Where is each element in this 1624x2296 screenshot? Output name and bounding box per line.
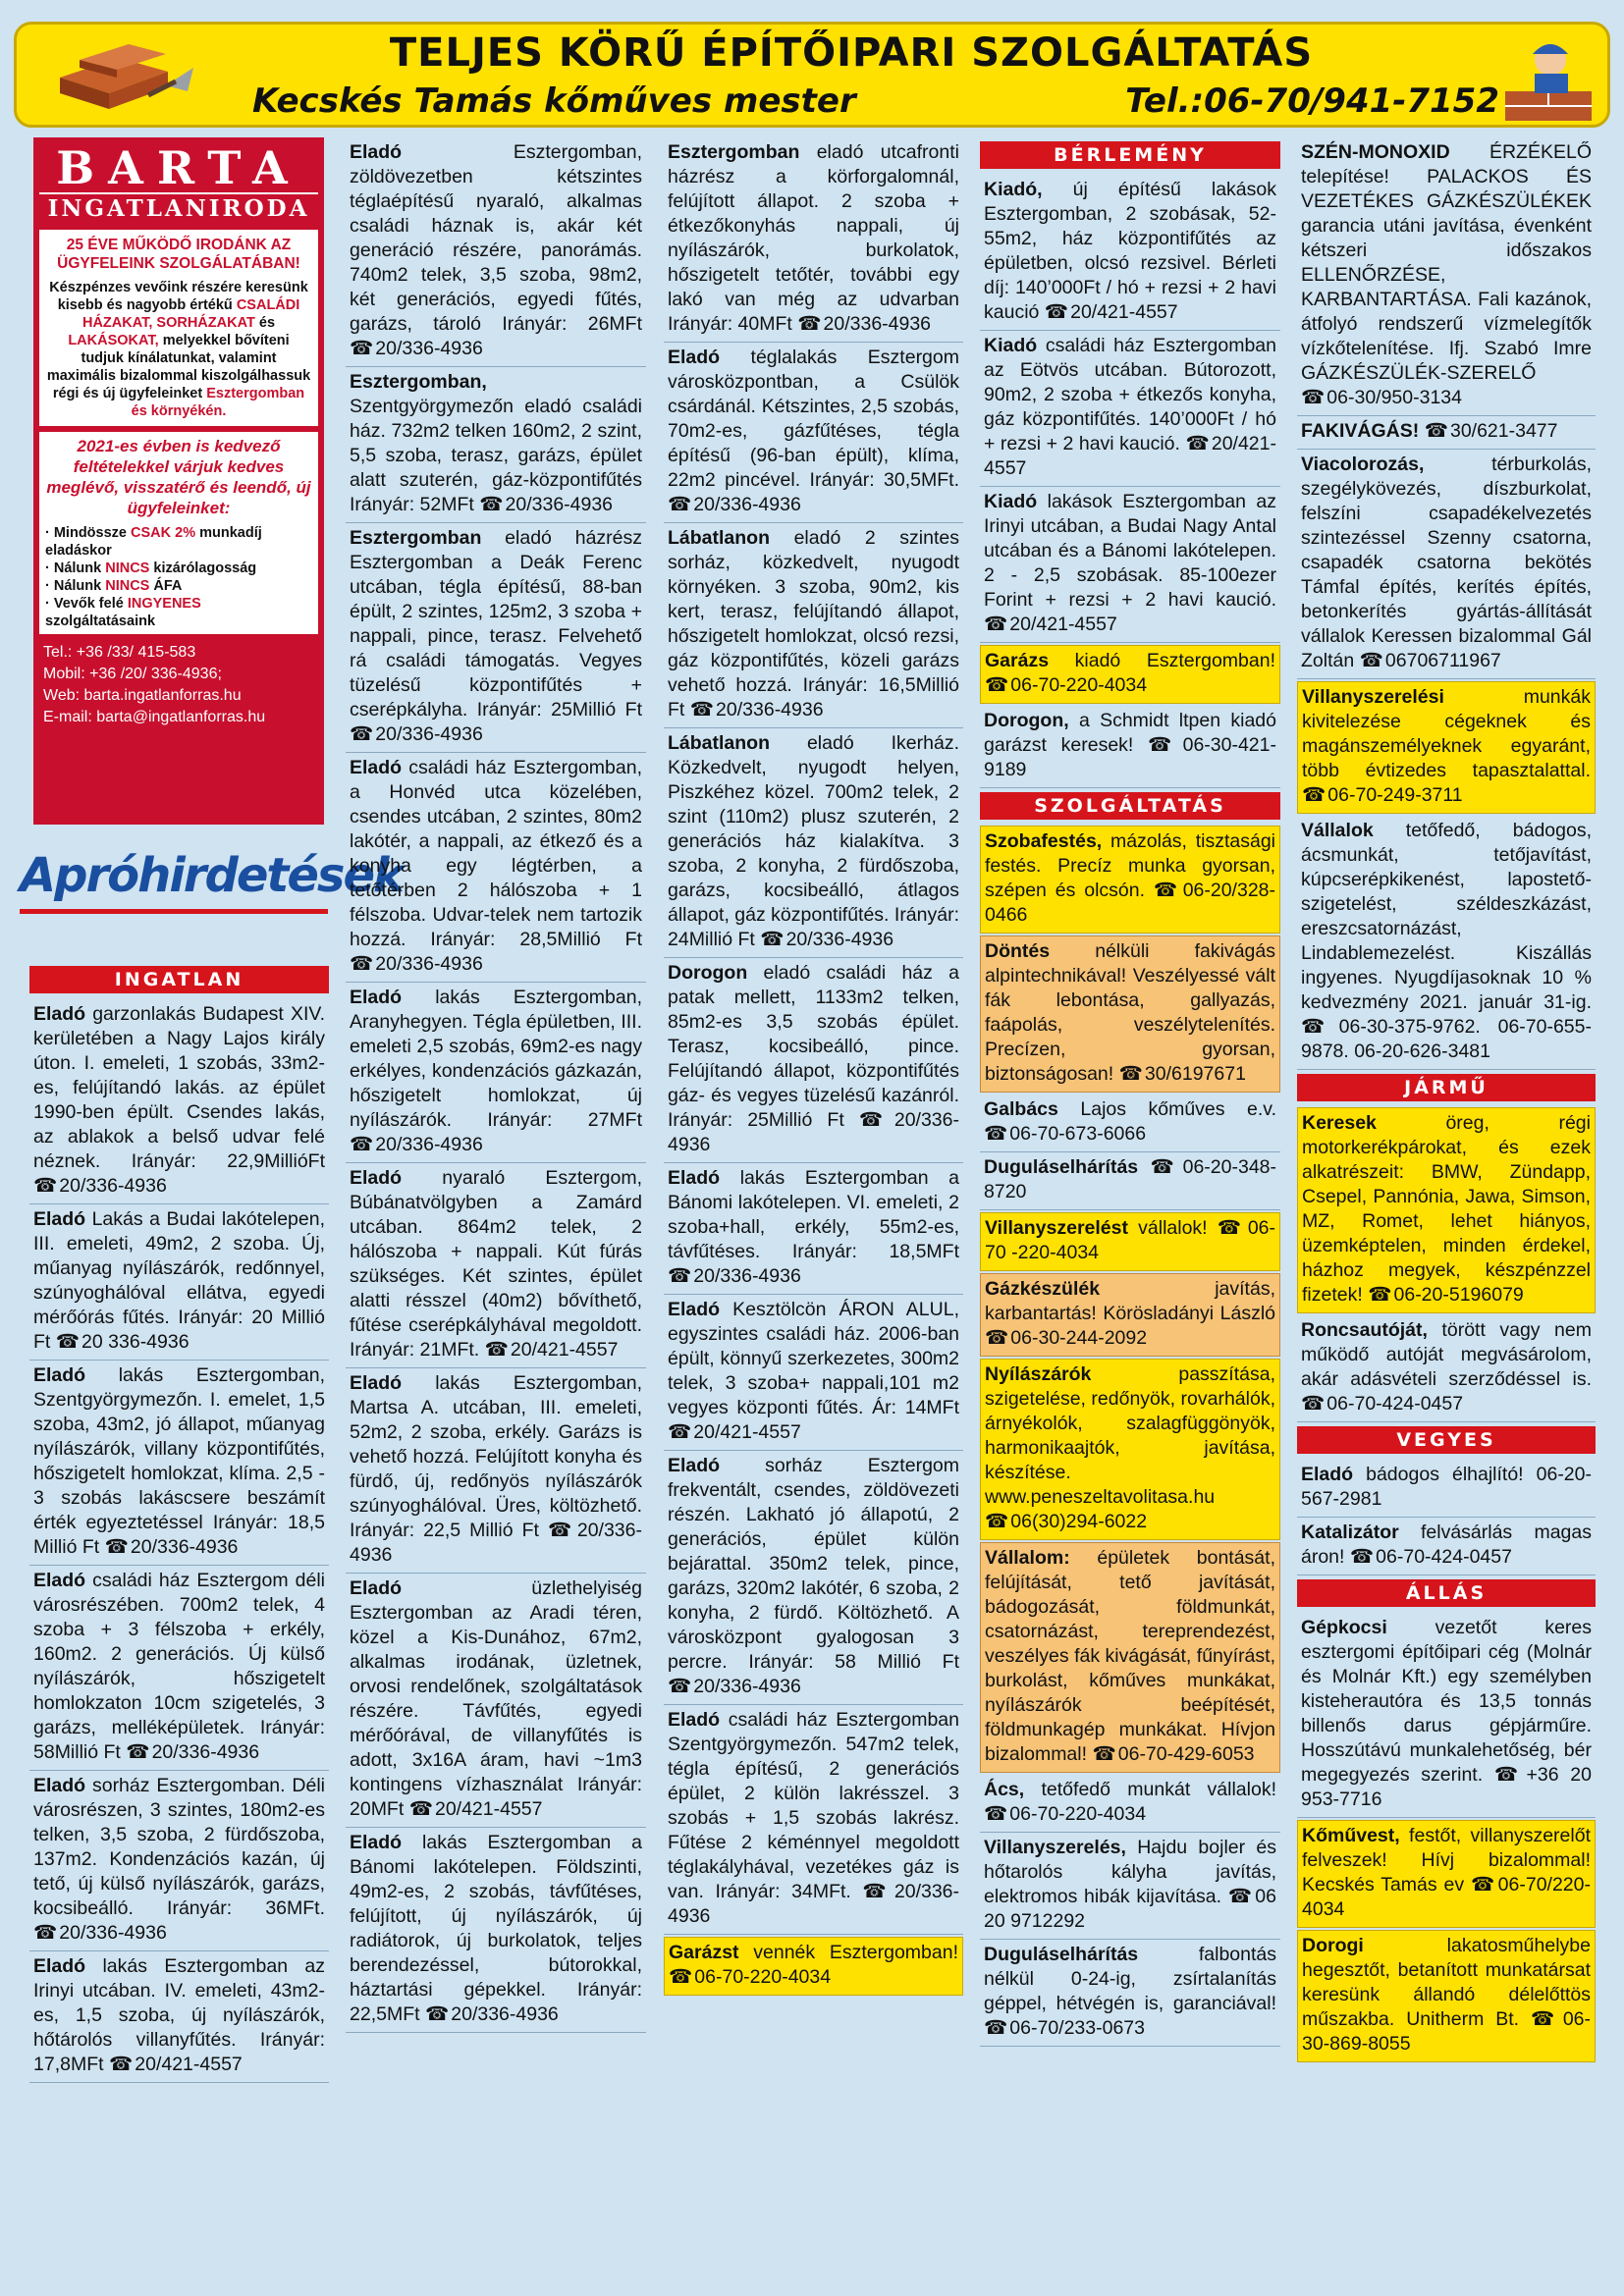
- classified-ad: [664, 1163, 963, 1295]
- ad-headline: Kiadó,: [984, 179, 1043, 200]
- ad-headline: Kőművest,: [1302, 1825, 1400, 1846]
- ad-text: lakás Esztergomban a Bánomi lakótelepen. Földszinti, 49m2-es, 2 szobás, távfűtéses, felújított, új nyílászárók, új radiátorok, új burkolatok, teljes berendezéssel, bútorokkal, háztartási gépekkel. Irányár: 22,5MFt: [350, 1832, 642, 2025]
- ad-text: kiadó Esztergomban!: [1049, 650, 1275, 671]
- ad-headline: Ács,: [984, 1779, 1025, 1800]
- classified-ad: [346, 367, 646, 523]
- ad-phone[interactable]: ☎ 20/421-4557: [668, 1421, 801, 1443]
- ad-text: lakás Esztergomban az Irinyi utcában. IV. emeleti, 43m2-es, 1,5 szoba, új nyílászárók, hőtárolós villanyfűtés. Irányár: 17,8MFt: [33, 1955, 325, 2075]
- ad-headline: FAKIVÁGÁS!: [1301, 420, 1420, 442]
- classified-ad: [980, 487, 1280, 643]
- ad-headline: SZÉN-MONOXID: [1301, 141, 1450, 163]
- ad-headline: Gázkészülék: [985, 1278, 1101, 1300]
- ad-phone[interactable]: ☎ 06 20 9712292: [984, 1886, 1276, 1932]
- ad-headline: Villanyszerelés,: [984, 1837, 1126, 1858]
- ad-phone[interactable]: ☎ 06-30/950-3134: [1301, 387, 1462, 408]
- barta-info: [39, 230, 318, 426]
- classified-ad: [346, 523, 646, 753]
- ad-text: családi ház Esztergomban Szentgyörgymezőn. 547m2 telek, tégla építésű, 2 generációs épület, 2 külön lakrésszel. 3 szobás + 1,5 szobás lakrész. Fűtése 2 kéménnyel megoldott téglakályhával, vezetékes gáz is van. Irányár: 34MFt.: [668, 1709, 959, 1902]
- ad-text: családi ház Esztergomban az Eötvös utcában. Bútorozott, 90m2, 2 szoba + étkezős konyha, gáz központifűtés. 140’000Ft / hó + rezsi + 2 havi kaució.: [984, 335, 1276, 454]
- ad-phone[interactable]: ☎ 20/421-4557: [409, 1798, 543, 1820]
- classified-ad: [346, 983, 646, 1163]
- barta-benefit-item: [45, 560, 312, 577]
- ad-text: lakás Esztergomban, Aranyhegyen. Tégla épületben, III. emeleti 2,5 szobás, 69m2-es nagy erkélyes, kondenzációs gázkazán, hőszigetelt homlokzat, új nyílászárók. Irányár: 27MFt: [350, 987, 642, 1131]
- ad-text: üzlethelyiség Esztergomban az Aradi téren, közel a Kis-Dunához, 67m2, alkalmas irodának, üzletnek, orvosi rendelőnek, szolgáltatások részére. Távfűtés, egyedi mérőórával, de villanyfűtés is adott, 3x16A áram, havi ~1m3 kontingens vízhasználat Irányár: 20MFt: [350, 1577, 642, 1820]
- ad-text: lakatosműhelybe hegesztőt, betanított munkatársat keresünk állandó délelőttös műszakba. Unitherm Bt.: [1302, 1935, 1591, 2030]
- ad-text: garzonlakás Budapest XIV. kerületében a Nagy Lajos király úton. I. emeleti, 1 szobás, 33m2-es, felújítandó lakás. az épület 1990-ben épült. Csendes lakás, az ablakok a belső udvar felé néznek. Irányár: 22,9MillióFt: [33, 1003, 325, 1172]
- ad-headline: Villanyszerelési: [1302, 686, 1444, 708]
- classified-ad: [346, 137, 646, 367]
- ads-list: [1297, 1107, 1596, 1422]
- ad-text: Szentgyörgymezőn eladó családi ház. 732m2 telken 160m2, 2 szint, 5,5 szoba, terasz, garázs, épület alatt szuterén, gáz-központifűtés Irányár: 52MFt: [350, 396, 642, 515]
- ad-headline: Keresek: [1302, 1112, 1377, 1134]
- banner-title: TELJES KÖRŰ ÉPÍTŐIPARI SZOLGÁLTATÁS: [389, 30, 1314, 76]
- section-header-berlemeny: BÉRLEMÉNY: [980, 141, 1280, 169]
- classified-ad: [980, 826, 1280, 934]
- ad-phone[interactable]: ☎ 20/421-4557: [1045, 301, 1178, 323]
- ad-headline: Gépkocsi: [1301, 1617, 1387, 1638]
- classified-ad: [1297, 1518, 1596, 1575]
- classified-ad: [1297, 816, 1596, 1070]
- ad-headline: Eladó: [350, 1372, 403, 1394]
- ad-text: lakás Esztergomban, Szentgyörgymezőn. I. emelet, 1,5 szoba, 43m2, jó állapot, műanyag nyílászárók, villany központifűtés, hőszigetelt homlokzat, klíma. 2,5 - 3 szobás lakáscsere beszámít érték egyeztetéssel Irányár: 18,5 Millió Ft: [33, 1364, 325, 1558]
- column-3: [664, 137, 963, 1998]
- ad-phone[interactable]: ☎ 20/421-4557: [984, 614, 1117, 635]
- ad-text: falbontás nélkül 0-24-ig, zsírtalanítás géppel, hétvégén is, garanciával!: [984, 1944, 1276, 2014]
- column-4: [980, 137, 1280, 2047]
- classified-ad: [346, 1828, 646, 2033]
- classified-ad: [29, 1771, 329, 1951]
- ad-text: mázolás, tisztasági festés. Precíz munka gyorsan, szépen és olcsón.: [985, 830, 1275, 901]
- classifieds-logo: [20, 842, 403, 921]
- ad-phone[interactable]: ☎ 06-20-5196079: [1368, 1284, 1524, 1306]
- ad-text: bádogos élhajlító! 06-20-567-2981: [1301, 1464, 1592, 1510]
- banner-subtitle: [252, 81, 1499, 121]
- barta-body-2: CSALÁDI HÁZAKAT, SORHÁZAKAT: [81, 297, 300, 331]
- barta-web[interactable]: Web: barta.ingatlanforras.hu: [43, 687, 242, 704]
- ad-text: Hajdu bojler és hőtarolós kályha javítás, elektromos hibák kijavítása.: [984, 1837, 1276, 1907]
- ad-phone[interactable]: ☎ 06-70-220-4034: [669, 1966, 831, 1988]
- ad-headline: Eladó: [33, 1208, 86, 1230]
- ad-phone[interactable]: ☎ 30/6197671: [1119, 1063, 1246, 1085]
- ad-text: lakás Esztergomban, Martsa A. utcában, III. emeleti, 52m2, 2 szoba, erkély. Garázs is vehető hozzá. Felújított konyha és fürdő, új, redőnyös nyílászárók szúnyoghálóval. Üres, költözhető. Irányár: 22,5 Millió Ft: [350, 1372, 642, 1541]
- ad-text: Kesztölcön ÁRON ALUL, egyszintes családi ház. 2006-ban épült, könnyű szerkezetes, 300m2 telek, 3 szoba+ nappali,101 m2 vegyes központi fűtés. Ár: 14MFt: [668, 1299, 959, 1418]
- classified-ad: [664, 958, 963, 1163]
- ad-text: Lajos kőműves e.v.: [1057, 1098, 1276, 1120]
- ad-text: lakások Esztergomban az Irinyi utcában, a Budai Nagy Antal utcában és a Bánomi lakótelepen. 2 - 2,5 szobásak. 85-100ezer Forint + rezsi + 2 havi kaució.: [984, 491, 1276, 611]
- ad-phone[interactable]: ☎ 20/336-4936: [668, 1676, 801, 1697]
- classified-ad: [29, 1951, 329, 2083]
- ad-headline: Eladó: [668, 1709, 721, 1731]
- ad-text: vezetőt keres esztergomi építőipari cég (Molnár és Molnár Kft.) egy személyben kisteherautóra és 13,5 tonnás billenős darus gépjárműre. Hosszútávú munkalehetőség, bér megegyezés szerint.: [1301, 1617, 1592, 1786]
- classified-ad: [664, 1705, 963, 1935]
- barta-benefit-text: · Nálunk: [45, 578, 106, 594]
- ad-headline: Duguláselhárítás: [984, 1944, 1139, 1965]
- ad-phone[interactable]: ☎ 06-70-220-4034: [984, 1803, 1146, 1825]
- ad-phone[interactable]: ☎ 06-70-424-0457: [1350, 1546, 1512, 1568]
- barta-contact: [43, 642, 314, 728]
- barta-subtitle: INGATLANIRODA: [39, 192, 318, 222]
- ad-phone[interactable]: ☎ 20/336-4936: [33, 1922, 167, 1944]
- classified-ad: [664, 1451, 963, 1705]
- barta-benefit-text: kizárólagosság: [149, 561, 257, 576]
- ad-phone[interactable]: ☎ 06-70/220-4034: [1302, 1874, 1591, 1920]
- ad-text: a Schmidt ltpen kiadó garázst keresek!: [984, 710, 1276, 756]
- ad-headline: Esztergomban: [350, 527, 482, 549]
- ad-headline: Nyílászárók: [985, 1363, 1092, 1385]
- ad-phone[interactable]: ☎ 20/336-4936: [105, 1536, 239, 1558]
- classified-ad: [980, 645, 1280, 704]
- ads-list: [1297, 137, 1596, 1070]
- classified-ad: [980, 1833, 1280, 1940]
- ad-phone[interactable]: ☎ 06-70 -220-4034: [985, 1217, 1275, 1263]
- ad-phone[interactable]: ☎ 20 336-4936: [56, 1331, 189, 1353]
- barta-body-6: Esztergomban és környékén.: [131, 386, 305, 419]
- ad-phone[interactable]: ☎ 06-70-673-6066: [984, 1123, 1146, 1145]
- classified-ad: [1297, 1613, 1596, 1818]
- barta-benefit-text: · Mindössze: [45, 525, 132, 541]
- ad-phone[interactable]: ☎ 20/336-4936: [33, 1175, 167, 1197]
- ad-phone[interactable]: ☎ +36 20 953-7716: [1301, 1764, 1592, 1810]
- ad-phone[interactable]: ☎ 20/336-4936: [668, 1265, 801, 1287]
- ad-text: javítás, karbantartás! Körösladányi László: [985, 1278, 1275, 1324]
- ad-text: [1419, 420, 1424, 442]
- ad-phone[interactable]: ☎ 06-70-249-3711: [1302, 784, 1463, 806]
- ad-phone[interactable]: ☎ 20/336-4936: [760, 929, 893, 950]
- ad-headline: Kiadó: [984, 491, 1038, 512]
- barta-benefit-item: [45, 524, 312, 560]
- ad-phone[interactable]: ☎ 20/336-4936: [350, 1134, 483, 1155]
- ad-headline: Eladó: [33, 1570, 86, 1591]
- barta-email[interactable]: E-mail: barta@ingatlanforras.hu: [43, 709, 266, 725]
- ad-headline: Döntés: [985, 940, 1051, 962]
- ad-phone[interactable]: ☎ 20/336-4936: [479, 494, 613, 515]
- ad-phone[interactable]: ☎ 06-20-348-8720: [984, 1156, 1276, 1202]
- ad-phone[interactable]: ☎ 06706711967: [1360, 650, 1501, 671]
- ad-text: vállalok!: [1127, 1217, 1218, 1239]
- classified-ad: [664, 1937, 963, 1996]
- ad-text: felvásárlás magas áron!: [1301, 1522, 1592, 1568]
- barta-benefit-text: INGYENES: [127, 596, 201, 612]
- ad-headline: Eladó: [33, 1003, 86, 1025]
- classified-ad: [29, 1204, 329, 1361]
- ad-text: öreg, régi motorkerékpárokat, és ezek alkatrészeit: BMW, Zündapp, Csepel, Pannónia, Jawa, Simson, MZ, Romet, lehet hiányos, üzemképtelen, minden érdekel, házhoz megyek, készpénzzel fizetek!: [1302, 1112, 1591, 1306]
- ad-headline: Katalizátor: [1301, 1522, 1399, 1543]
- ad-text: eladó Ikerház. Közkedvelt, nyugodt helyen, Piszkéhez közel. 700m2 telek, 2 szint (110m2) plusz szuterén, 2 generációs ház kialakítva. 3 szoba, 2 konyha, 2 fürdőszoba, garázs, kocsibeálló, átlagos állapot, gáz központifűtés. Irányár: 24Millió Ft: [668, 732, 960, 950]
- classified-ad: [664, 137, 963, 343]
- barta-tag: 25 ÉVE MŰKÖDŐ IRODÁNK AZ ÜGYFELEINK SZOLGÁLATÁBAN!: [57, 237, 300, 272]
- ad-text: ÉRZÉKELŐ telepítése! PALACKOS ÉS VEZETÉKES GÁZKÉSZÜLÉKEK garancia utáni javítása, évenként kétszeri időszakos ELLENŐRZÉSE, KARBANTARTÁSA. Fali kazánok, átfolyó rendszerű vízmelegítők vízkőtelenítése. Ifj. Szabó Imre GÁZKÉSZÜLÉK-SZERELŐ: [1301, 141, 1592, 384]
- ad-headline: Eladó: [668, 1455, 721, 1476]
- ad-headline: Vállalom:: [985, 1547, 1070, 1569]
- column-2: [346, 137, 646, 2033]
- ad-headline: Esztergomban,: [350, 371, 487, 393]
- classified-ad: [980, 1212, 1280, 1271]
- ad-text: vennék Esztergomban!: [738, 1942, 958, 1963]
- ad-text: épületek bontását, felújítását, tető javítását, bádogozását, földmunkát, csatornázást, tereprendezést, veszélyes fák kivágását, fűnyírást, burkolást, kőműves munkákat, nyílászárók beépítését, földmunkagép munkákat. Hívjon bizalommal!: [985, 1547, 1275, 1765]
- classified-ad: [980, 175, 1280, 331]
- column-5: [1297, 137, 1596, 2064]
- ad-headline: Roncsautóját,: [1301, 1319, 1428, 1341]
- ad-phone[interactable]: ☎ 20/336-4936: [350, 953, 483, 975]
- classified-ad: [1297, 1820, 1596, 1928]
- classified-ad: [980, 331, 1280, 487]
- barta-benefits-list: [45, 524, 312, 630]
- ad-text: törött vagy nem működő autóját megvásárolom, akár adásvételi szerződéssel is.: [1301, 1319, 1592, 1390]
- classified-ad: [980, 1775, 1280, 1833]
- brick-trowel-icon: [50, 38, 197, 115]
- ad-phone[interactable]: ☎ 06-30-375-9762. 06-70-655-9878. 06-20-626-3481: [1301, 1016, 1592, 1062]
- ad-headline: Eladó: [668, 1299, 721, 1320]
- barta-benefit-text: CSAK 2%: [131, 525, 196, 541]
- ad-phone[interactable]: ☎ 20/336-4936: [425, 2003, 559, 2025]
- ad-headline: Eladó: [33, 1775, 86, 1796]
- classified-ad: [664, 343, 963, 523]
- ad-headline: Vállalok: [1301, 820, 1374, 841]
- classified-ad: [29, 999, 329, 1204]
- ads-list: [29, 999, 329, 2083]
- ad-headline: Viacolorozás,: [1301, 454, 1425, 475]
- ad-phone[interactable]: ☎ 20/421-4557: [984, 433, 1276, 479]
- barta-benefit-item: [45, 595, 312, 630]
- ad-text: új építésű lakások Esztergomban, 2 szobásak, 52-55m2, ház központifűtés az épületben, olcsó rezsivel. Bérleti díj: 140’000Ft / hó + rezsi + 2 havi kaució: [984, 179, 1276, 323]
- ad-headline: Dorogi: [1302, 1935, 1364, 1956]
- classified-ad: [1297, 137, 1596, 416]
- ad-phone[interactable]: ☎ 20/336-4936: [690, 699, 824, 721]
- ad-headline: Eladó: [350, 987, 403, 1008]
- ad-headline: Dorogon,: [984, 710, 1069, 731]
- classified-ad: [980, 1542, 1280, 1773]
- ads-list: [346, 137, 646, 2033]
- worker-icon: [1499, 30, 1597, 125]
- ads-list: [664, 137, 963, 1996]
- barta-promo-text: 2021-es évben is kedvező feltételekkel várjuk kedves meglévő, visszatérő és leendő, új ügyfeleinket:: [46, 437, 311, 517]
- ad-headline: Szobafestés,: [985, 830, 1103, 852]
- classified-ad: [1297, 1460, 1596, 1518]
- ad-phone[interactable]: ☎ 20/336-4936: [668, 494, 801, 515]
- ad-text: Esztergomban, zöldövezetben kétszintes téglaépítésű nyaraló, alkalmas családi háznak is, akár két generáció részére, panorámás. 740m2 telek, 3,5 szoba, 98m2, két generációs, egyedi fűtés, garázs, tároló Irányár: 26MFt: [350, 141, 642, 335]
- classified-ad: [29, 1566, 329, 1771]
- classified-ad: [1297, 1930, 1596, 2062]
- classified-ad: [980, 706, 1280, 788]
- ad-headline: Eladó: [33, 1364, 86, 1386]
- ads-list: [980, 175, 1280, 788]
- ad-text: passzítása, szigetelése, redőnyök, rovarhálók, árnyékolók, szalagfüggönyök, harmonikaajtók, javítása, készítése. www.peneszeltavolitasa.hu: [985, 1363, 1275, 1508]
- barta-body-1: Készpénzes vevőink részére keresünk kisebb és nagyobb értékű: [49, 280, 308, 313]
- ad-headline: Eladó: [1301, 1464, 1354, 1485]
- ad-phone[interactable]: ☎ 06-70/233-0673: [984, 2017, 1145, 2039]
- classified-ad: [980, 935, 1280, 1093]
- barta-benefit-text: munkadíj eladáskor: [45, 525, 262, 559]
- ad-text: lakás Esztergomban a Bánomi lakótelepen. VI. emeleti, 2 szoba+hall, erkély, 55m2-es, távfűtéses. Irányár: 18,5MFt: [668, 1167, 959, 1262]
- ad-phone[interactable]: ☎ 06(30)294-6022: [985, 1511, 1147, 1532]
- ad-headline: Esztergomban: [668, 141, 800, 163]
- ad-text: családi ház Esztergom déli városrészében. 700m2 telek, 4 szoba + 3 félszoba + erkély, 160m2. 2 generációs. Új külső nyílászárók, hőszigetelt homlokzaton 10cm szigetelés, 3 garázs, melléképületek. Irányár: 58Millió Ft: [33, 1570, 325, 1763]
- barta-benefit-item: [45, 577, 312, 595]
- ads-list: [1297, 1460, 1596, 1575]
- ad-phone[interactable]: ☎ 06-70-220-4034: [985, 674, 1147, 696]
- barta-benefit-text: · Nálunk: [45, 561, 106, 576]
- ad-phone[interactable]: ☎ 20/421-4557: [485, 1339, 619, 1361]
- barta-body-4: LAKÁSOKAT,: [68, 333, 159, 348]
- barta-body: [45, 279, 312, 420]
- ad-text: tetőfedő, bádogos, ácsmunkát, tetőjavítást, kúpcserépkikenést, lapostető-szigetelést, széldeszkázást, ereszcsatornázást, Lindablemezelést. Kiszállás ingyenes. Nyugdíjasoknak 10 % kedvezmény 2021. január 31-ig.: [1301, 820, 1592, 1013]
- ad-phone[interactable]: ☎ 30/621-3477: [1425, 420, 1558, 442]
- barta-tel: Tel.: +36 /33/ 415-583: [43, 644, 196, 661]
- ad-text: téglalakás Esztergom városközpontban, a Csülök csárdánál. Kétszintes, 2,5 szobás, 70m2-es, gázfűtéses, tégla építésű (96-ban épült), klíma, 22m2 pincével. Irányár: 30,5MFt.: [668, 347, 959, 491]
- classified-ad: [1297, 416, 1596, 450]
- ad-phone[interactable]: ☎ 20/336-4936: [350, 1520, 642, 1566]
- ad-text: eladó családi ház a patak mellett, 1133m2 telken, 85m2-es 3,5 szobás épület. Terasz, kocsibeálló, pince. Felújítandó állapot, központifűtés gáz- és vegyes tüzelésű kazánról. Irányár: 25Millió Ft: [668, 962, 959, 1131]
- ad-text: eladó utcafronti házrész a körforgalomnál, felújított állapot. 2 szoba + étkezőkonyhás nappali, új nyílászárók, burkolatok, hőszigetelt tetőtér, további egy lakó van még az udvarban Irányár: 40MFt: [668, 141, 959, 335]
- ad-text: tetőfedő munkát vállalok!: [1024, 1779, 1276, 1800]
- classified-ad: [1297, 1315, 1596, 1422]
- ad-headline: Eladó: [350, 1832, 403, 1853]
- classified-ad: [980, 1359, 1280, 1540]
- classified-ad: [1297, 450, 1596, 679]
- ads-list: [980, 826, 1280, 2047]
- ad-headline: Eladó: [668, 1167, 721, 1189]
- classified-ad: [980, 1273, 1280, 1357]
- classified-ad: [346, 1574, 646, 1828]
- ad-phone[interactable]: ☎ 06-30-421-9189: [984, 734, 1276, 780]
- ad-headline: Kiadó: [984, 335, 1038, 356]
- ad-headline: Eladó: [350, 141, 403, 163]
- section-header-jarmu: JÁRMŰ: [1297, 1074, 1596, 1101]
- classified-ad: [1297, 1107, 1596, 1313]
- section-header-ingatlan: INGATLAN: [29, 966, 329, 993]
- ad-headline: Garázs: [985, 650, 1050, 671]
- classified-ad: [346, 1163, 646, 1368]
- banner-phone: Tel.:06-70/941-7152: [1125, 81, 1499, 121]
- ad-phone[interactable]: ☎ 06-30-244-2092: [985, 1327, 1147, 1349]
- ad-headline: Eladó: [33, 1955, 86, 1977]
- ad-headline: Eladó: [668, 347, 721, 368]
- ad-text: nélküli fakivágás alpintechnikával! Veszélyessé vált fák lebontása, gallyazás, faápolás, veszélytelenítés. Precízen, gyorsan, biztonságosan!: [985, 940, 1275, 1085]
- ad-headline: Duguláselhárítás: [984, 1156, 1139, 1178]
- barta-ad-box: [33, 137, 324, 825]
- barta-benefit-text: NINCS: [105, 578, 150, 594]
- section-header-vegyes: VEGYES: [1297, 1426, 1596, 1454]
- barta-benefit-text: ÁFA: [149, 578, 183, 594]
- barta-name: BARTA: [56, 141, 301, 194]
- ad-text: munkák kivitelezése cégeknek és magánszemélyeknek egyaránt, több évtizedes tapasztalattal.: [1302, 686, 1591, 781]
- classifieds-underline: [20, 909, 328, 914]
- section-header-szolgaltatas: SZOLGÁLTATÁS: [980, 792, 1280, 820]
- ad-headline: Dorogon: [668, 962, 748, 984]
- banner-name: Kecskés Tamás kőműves mester: [252, 81, 856, 121]
- ad-text: [1138, 1156, 1150, 1178]
- ad-text: sorház Esztergom frekventált, csendes, zöldövezeti részén. Lakható jó állapotú, 2 generációs, épület külön bejárattal. 350m2 telek, pince, garázs, 320m2 lakótér, 6 szoba, 2 konyha, 2 fürdő. Költözhető. A városközpont gyalogosan 3 percre. Irányár: 58 Millió Ft: [668, 1455, 959, 1673]
- ad-text: sorház Esztergomban. Déli városrészen, 3 szintes, 180m2-es telken, 3,5 szoba, 2 fürdőszoba, 137m2. Kondenzációs kazán, új tető, új külső nyílászárók, garázs, kocsibeálló. Irányár: 36MFt.: [33, 1775, 325, 1919]
- header-banner: [14, 22, 1610, 128]
- ad-headline: Eladó: [350, 1577, 403, 1599]
- barta-benefit-text: NINCS: [105, 561, 150, 576]
- ad-phone[interactable]: ☎ 20/336-4936: [668, 1881, 959, 1927]
- classified-ad: [1297, 681, 1596, 814]
- ad-phone[interactable]: ☎ 20/336-4936: [126, 1741, 259, 1763]
- ad-text: nyaraló Esztergom, Búbánatvölgyben a Zamárd utcában. 864m2 telek, 2 hálószoba + nappali. Kút fúrás szükséges. Két szintes, épület alatti résszel (40m2) bővíthető, fűtése cserépkályhával megoldott. Irányár: 21MFt.: [350, 1167, 642, 1361]
- ad-text: festőt, villanyszerelőt felveszek! Hívj bizalommal! Kecskés Tamás ev: [1302, 1825, 1591, 1896]
- section-header-allas: ÁLLÁS: [1297, 1579, 1596, 1607]
- classified-ad: [664, 1295, 963, 1451]
- ad-headline: Galbács: [984, 1098, 1058, 1120]
- ad-text: Lakás a Budai lakótelepen, III. emeleti, 49m2, 2 szoba. Új, műanyag nyílászárók, redőnnyel, szúnyoghálóval ellátva, egyedi mérőórás fűtés. Irányár: 20 Millió Ft: [33, 1208, 325, 1353]
- barta-body-5: melyekkel bővíteni tudjuk kínálatunkat, valamint maximális bizalommal kiszolgálhassuk régi és új ügyfeleinket: [46, 333, 311, 401]
- barta-mobil: Mobil: +36 /20/ 336-4936;: [43, 666, 222, 682]
- column-1: [29, 962, 329, 2083]
- ad-headline: Lábatlanon: [668, 527, 771, 549]
- ad-phone[interactable]: ☎ 20/336-4936: [668, 1109, 959, 1155]
- barta-benefit-text: szolgáltatásaink: [45, 614, 156, 629]
- ad-phone[interactable]: ☎ 20/336-4936: [797, 313, 931, 335]
- classified-ad: [980, 1095, 1280, 1152]
- ad-headline: Garázst: [669, 1942, 739, 1963]
- classified-ad: [980, 1940, 1280, 2047]
- ad-phone[interactable]: ☎ 06-70-424-0457: [1301, 1393, 1463, 1415]
- ads-list: [1297, 1613, 1596, 2062]
- ad-phone[interactable]: ☎ 20/336-4936: [350, 723, 483, 745]
- ad-phone[interactable]: ☎ 20/421-4557: [109, 2054, 243, 2075]
- classified-ad: [664, 523, 963, 728]
- ad-text: eladó házrész Esztergomban a Deák Ferenc utcában, tégla építésű, 88-ban épült, 2 szintes, 125m2, 3 szoba + nappali, pince, terasz. Felvehető rá családi támogatás. Vegyes tüzelésű központifűtés + cserépkályha. Irányár: 25Millió Ft: [350, 527, 642, 721]
- ad-phone[interactable]: ☎ 06-30-869-8055: [1302, 2008, 1591, 2055]
- barta-benefit-text: · Vevők felé: [45, 596, 128, 612]
- barta-body-3: és: [258, 315, 276, 331]
- ad-text: eladó 2 szintes sorház, közkedvelt, nyugodt környéken. 3 szoba, 90m2, kis kert, terasz, felújítandó állapot, hőszigetelt homlokzat, olcsó rezsi, gáz központifűtés, közeli garázs vehető hozzá. Irányár: 16,5Millió Ft: [668, 527, 959, 721]
- classified-ad: [980, 1152, 1280, 1210]
- ad-headline: Eladó: [350, 1167, 403, 1189]
- classified-ad: [664, 728, 963, 958]
- classifieds-title: Apróhirdetések: [20, 848, 403, 903]
- ad-text: térburkolás, szegélykövezés, díszburkolat, felszíni csapadékelvezetés szintezéssel Szenny csatorna, csapadék csatorna bekötés Támfal építés, kerítés építés, betonkerítés gyártás-állítását vállalok Keressen bizalommal Gál Zoltán: [1301, 454, 1592, 671]
- ad-phone[interactable]: ☎ 06-20/328-0466: [985, 880, 1275, 926]
- ad-headline: Lábatlanon: [668, 732, 771, 754]
- ad-phone[interactable]: ☎ 20/336-4936: [350, 338, 483, 359]
- ad-phone[interactable]: ☎ 06-70-429-6053: [1092, 1743, 1254, 1765]
- ad-text: családi ház Esztergomban, a Honvéd utca közelében, csendes utcában, 2 szintes, 80m2 lakótér, a nappali, az étkező és a konyha egy légtérben, a tetőtérben 2 hálószoba + 1 félszoba. Udvar-telek nem tartozik hozzá. Irányár: 28,5Millió Ft: [350, 757, 642, 950]
- barta-promo: [39, 432, 318, 634]
- classified-ad: [29, 1361, 329, 1566]
- ad-headline: Villanyszerelést: [985, 1217, 1128, 1239]
- classified-ad: [346, 753, 646, 983]
- ad-headline: Eladó: [350, 757, 403, 778]
- classified-ad: [346, 1368, 646, 1574]
